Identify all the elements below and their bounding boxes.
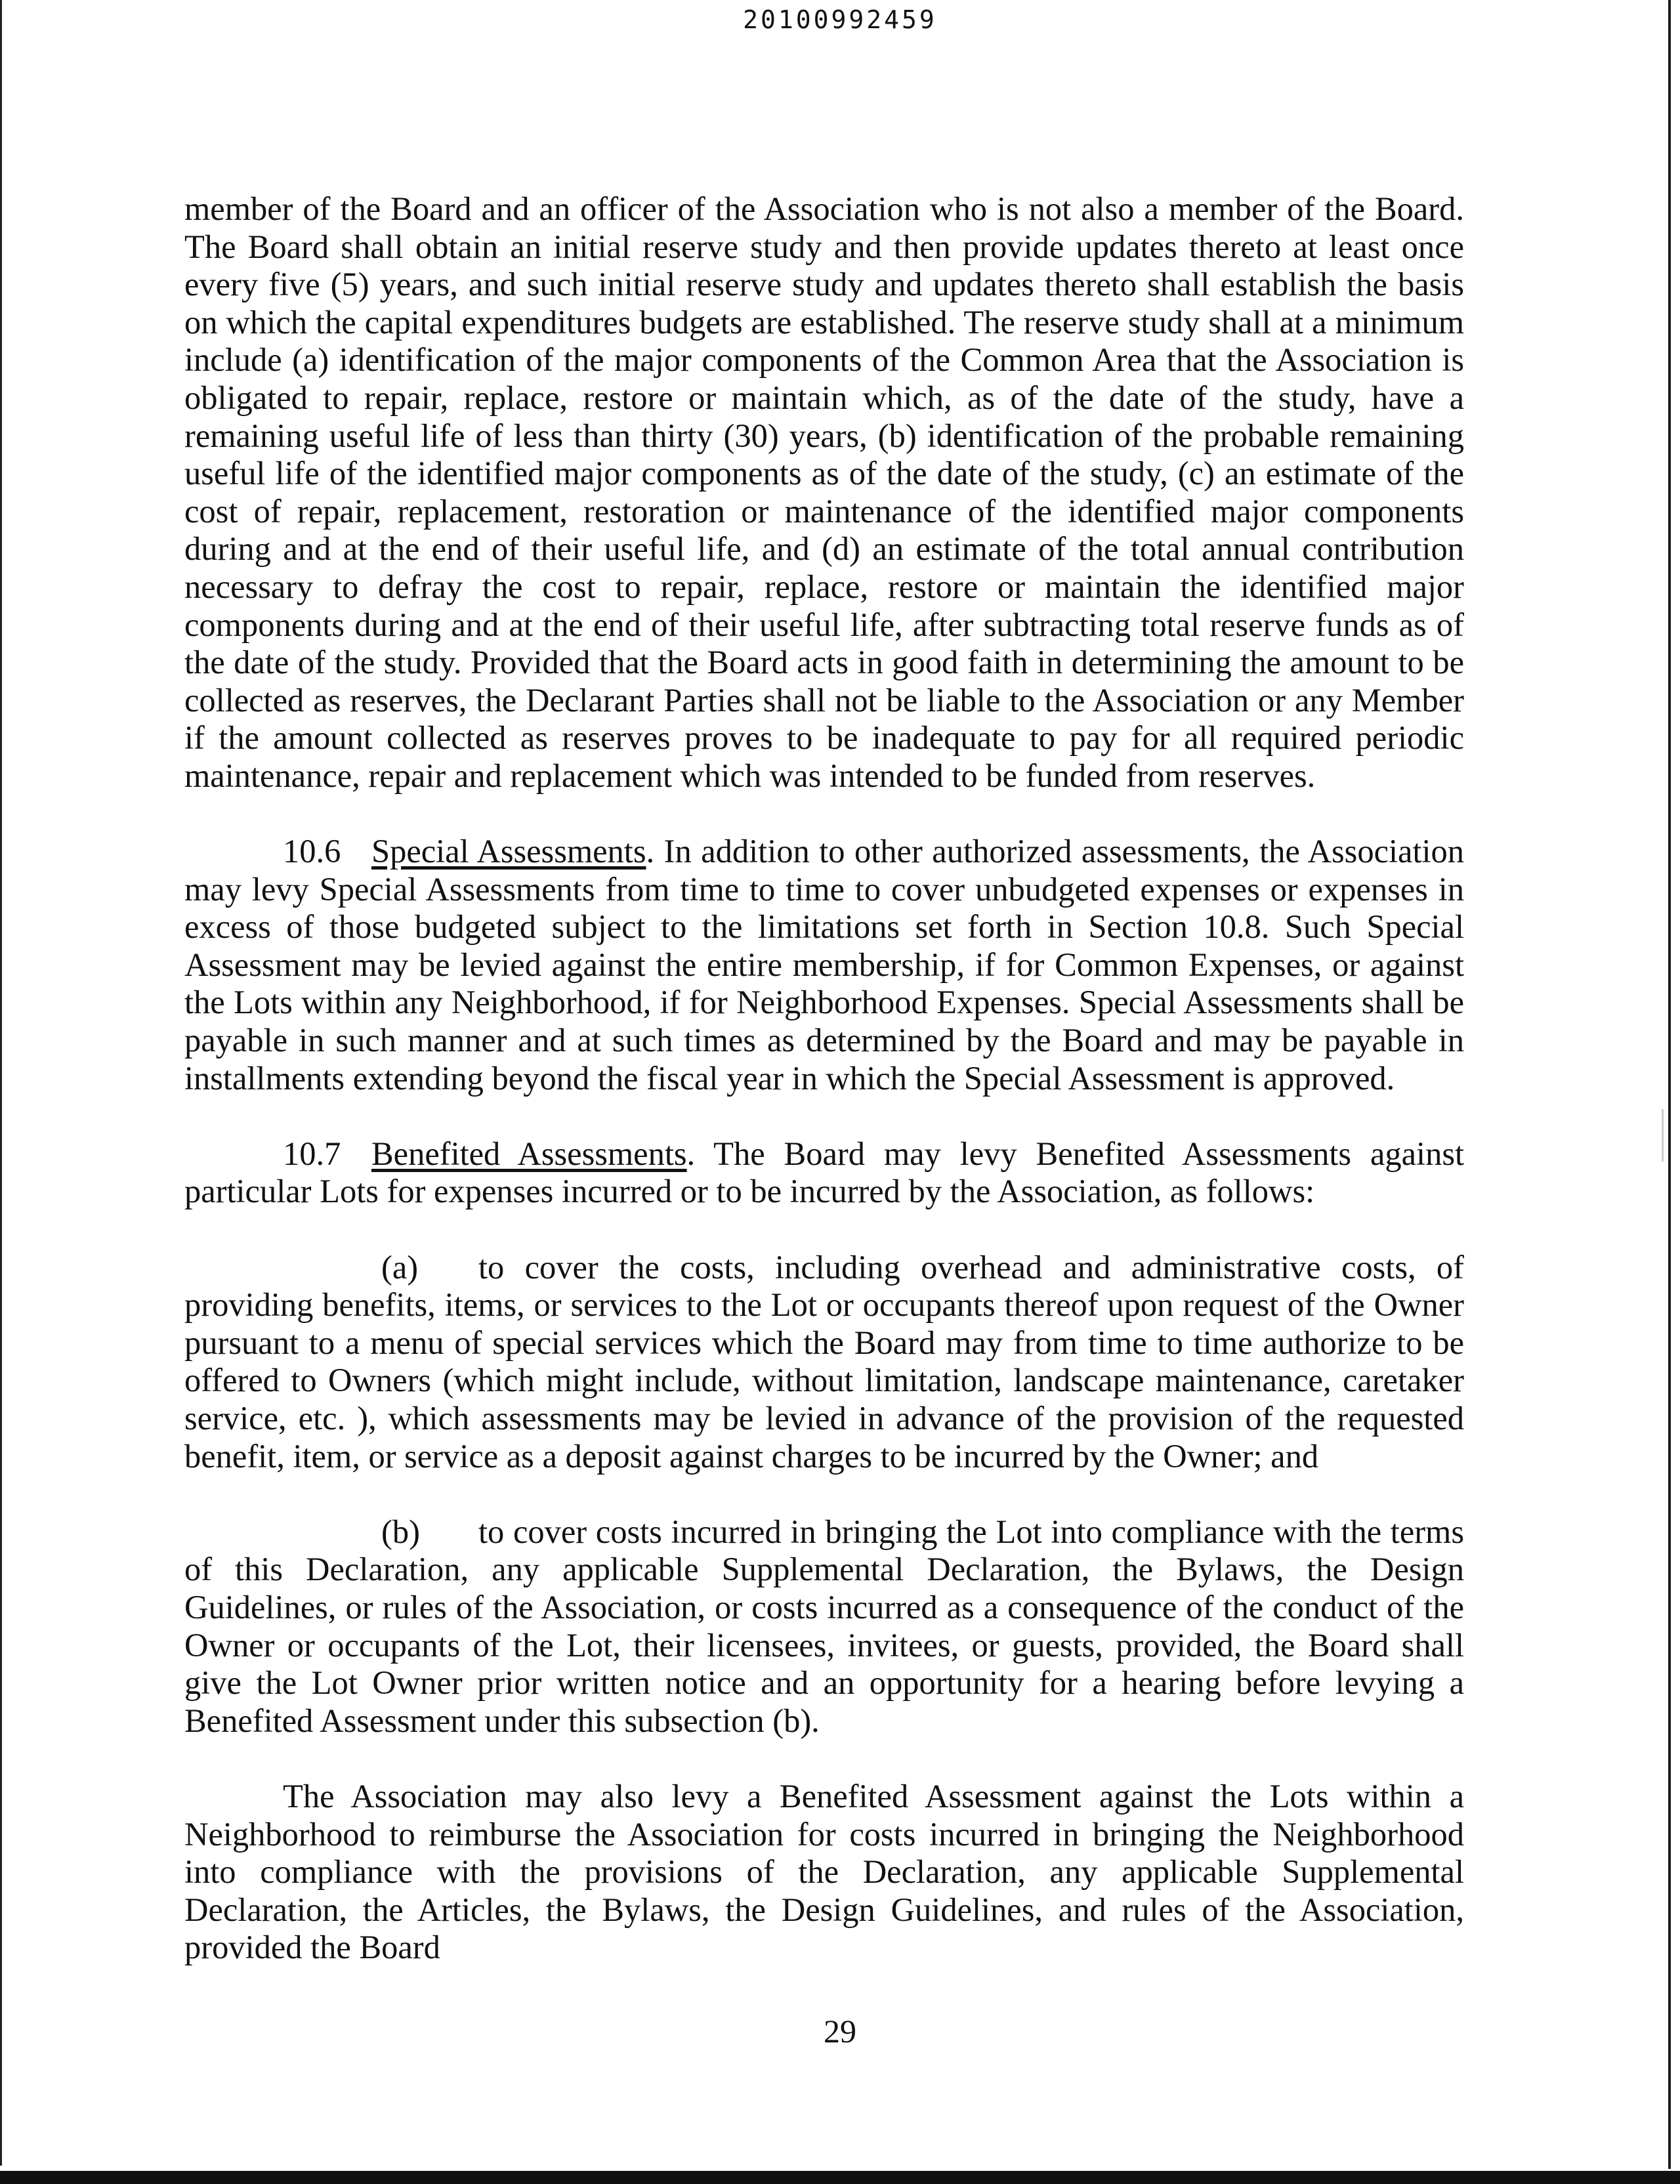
section-text-continued: if for Common Expenses, or against the Lots within any Neighborhood, if for Neighborhood Expenses. Special Assessments shall be payable in such manner and at such times as determined by the Board and may be payable in installments extending beyond the fiscal year in which the Special Assessment is approved. bbox=[184, 946, 1464, 1097]
subsection-text: to cover the costs, including overhead and administrative costs, of providing benefits, items, or services to the Lot or occupants thereof upon request of the Owner pursuant to a menu of special services which the Board may from time to time authorize to be offered to Owners (which might include, without limitation, landscape maintenance, caretaker service, etc. ), which assessments may be levied in advance of the provision of the requested benefit, item, or service as a deposit against charges to be incurred by the Owner; and bbox=[184, 1248, 1464, 1475]
document-body bbox=[184, 190, 1464, 1967]
section-heading: Benefited Assessments bbox=[371, 1135, 687, 1172]
subsection-label: (a) bbox=[381, 1248, 419, 1286]
struck-character: , bbox=[956, 946, 965, 983]
section-number: 10.6 bbox=[283, 833, 341, 870]
section-text: . In addition to other authorized assessments, the Association may levy Special Assessments from time to time to cover unbudgeted expenses or expenses in excess of those budgeted subject to the limitations set forth in Section 10.8. Such Special Assessment may be levied against the entire membership bbox=[184, 833, 1465, 983]
paragraph-reserve-study: member of the Board and an officer of the Association who is not also a member of the Board. The Board shall obtain an initial reserve study and then provide updates thereto at least once every five (5) years, and such initial reserve study and updates thereto shall establish the basis on which the capital expenditures budgets are established. The reserve study shall at a minimum include (a) identification of the major components of the Common Area that the Association is obligated to repair, replace, restore or maintain which, as of the date of the study, have a remaining useful life of less than thirty (30) years, (b) identification of the probable remaining useful life of the identified major components as of the date of the study, (c) an estimate of the cost of repair, replacement, restoration or maintenance of the identified major components during and at the end of their useful life, and (d) an estimate of the total annual contribution necessary to defray the cost to repair, replace, restore or maintain the identified major components during and at the end of their useful life, after subtracting total reserve funds as of the date of the study. Provided that the Board acts in good faith in determining the amount to be collected as reserves, the Declarant Parties shall not be liable to the Association or any Member if the amount collected as reserves proves to be inadequate to pay for all required periodic maintenance, repair and replacement which was intended to be funded from reserves. bbox=[184, 190, 1464, 794]
scan-artifact bbox=[1662, 1109, 1664, 1162]
scan-right-edge bbox=[1668, 0, 1671, 2169]
document-number: 20100992459 bbox=[743, 5, 937, 34]
section-text: . The Board may levy Benefited Assessments against particular Lots for expenses incurred or to be incurred by the Association, as follows: bbox=[184, 1135, 1465, 1210]
scan-left-edge bbox=[0, 0, 2, 2166]
subsection-label: (b) bbox=[381, 1513, 420, 1550]
section-10-6 bbox=[184, 833, 1464, 1097]
page-number: 29 bbox=[824, 2013, 856, 2049]
section-10-7 bbox=[184, 1135, 1464, 1211]
subsection-b bbox=[184, 1513, 1464, 1740]
section-number: 10.7 bbox=[283, 1135, 341, 1172]
subsection-a bbox=[184, 1249, 1464, 1476]
scan-bottom-edge bbox=[0, 2171, 1680, 2184]
section-heading: Special Assessments bbox=[371, 833, 646, 870]
paragraph-neighborhood-assessment: The Association may also levy a Benefited Assessment against the Lots within a Neighborhood to reimburse the Association for costs incurred in bringing the Neighborhood into compliance with the provisions of the Declaration, any applicable Supplemental Declaration, the Articles, the Bylaws, the Design Guidelines, and rules of the Association, provided the Board bbox=[184, 1777, 1464, 1966]
subsection-text: to cover costs incurred in bringing the Lot into compliance with the terms of this Declaration, any applicable Supplemental Declaration, the Bylaws, the Design Guidelines, or rules of the Association, or costs incurred as a consequence of the conduct of the Owner or occupants of the Lot, their licensees, invitees, or guests, provided, the Board shall give the Lot Owner prior written notice and an opportunity for a hearing before levying a Benefited Assessment under this subsection (b). bbox=[184, 1513, 1464, 1739]
